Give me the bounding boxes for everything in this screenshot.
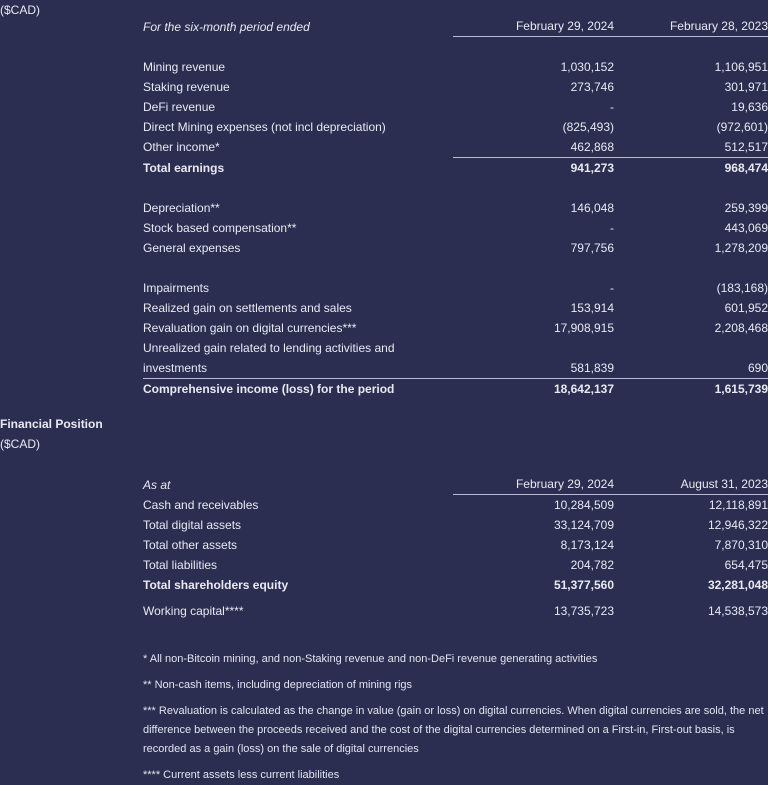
spacer-cell [453,258,614,278]
row-value-col2: 443,069 [724,220,768,235]
row-value-col1: 33,124,709 [553,518,614,532]
row-value-col2: 968,474 [614,157,768,178]
row-label: Total digital assets [143,518,242,532]
row-value-col2: 12,118,891 [708,498,768,512]
fp-col2-header: August 31, 2023 [614,474,768,495]
table-row [143,298,768,318]
row-label: Total earnings [143,160,225,175]
table-row [143,117,768,137]
row-label: Other income* [143,140,220,154]
earnings-table [143,16,768,399]
spacer-cell [614,178,768,198]
financial-position-table [143,474,768,621]
spacer-cell [453,37,614,57]
footnote-2: ** Non-cash items, including depreciation of mining rigs [143,679,413,691]
row-label: Mining revenue [143,59,226,74]
row-value-col2: 2,208,468 [714,320,768,335]
table-row [143,198,768,218]
row-value-col1: 8,173,124 [560,538,614,552]
row-value-col2: 601,952 [724,300,768,315]
spacer-cell [143,37,453,57]
table-row [143,137,768,158]
row-label: Depreciation** [143,200,220,215]
row-value-col1: 797,756 [570,240,614,255]
row-label: Revaluation gain on digital currencies*** [143,320,357,335]
row-label: Impairments [143,280,210,295]
footnote-4: **** Current assets less current liabilities [143,769,340,781]
financial-position-header-row [143,474,768,495]
row-value-col2: 7,870,310 [714,538,768,552]
row-value-col1: 462,868 [570,139,614,154]
spacer-cell [143,178,453,198]
row-value-col1: (825,493) [562,119,614,134]
row-value-col1: 581,839 [570,360,614,375]
row-value-col1: 13,735,723 [553,604,614,618]
row-label: Unrealized gain related to lending activities and investments [143,340,395,375]
spacer-cell [143,258,453,278]
row-label: Comprehensive income (loss) for the period [143,378,453,399]
row-label: DeFi revenue [143,99,216,114]
row-value-col1: - [610,280,614,295]
row-value-col1: 146,048 [570,200,614,215]
table-row-working-capital [143,601,768,621]
spacer-row [143,178,768,198]
spacer-cell [453,338,614,358]
spacer-row [143,258,768,278]
spacer-cell [614,258,768,278]
financial-position-currency-label: ($CAD) [0,437,41,451]
row-value-col1: 273,746 [570,79,614,94]
row-value-col1: - [610,99,614,114]
table-row [143,57,768,77]
table-row [143,318,768,338]
earnings-col2-header: February 28, 2023 [614,16,768,37]
footnotes [143,650,768,785]
earnings-currency-label: ($CAD) [0,3,41,17]
fp-col1-header: February 29, 2024 [453,474,614,495]
row-value-col2: 301,971 [724,79,768,94]
spacer-cell [614,338,768,358]
earnings-header-row [143,16,768,37]
table-row-shareholders-equity [143,575,768,595]
row-label: Staking revenue [143,79,230,94]
row-label: Cash and receivables [143,498,259,512]
footnote-1: * All non-Bitcoin mining, and non-Staking revenue and non-DeFi revenue generating activities [143,653,598,665]
row-value-col2: 690 [747,360,768,375]
row-value-col1: 51,377,560 [553,578,614,592]
row-label: Total liabilities [143,558,218,572]
row-value-col1: 153,914 [570,300,614,315]
row-value-col2: 1,106,951 [714,59,768,74]
footnote-3: *** Revaluation is calculated as the change in value (gain or loss) on digital currencies. When digital currencies are sold, the net difference between the proceeds received and the cost of the digital currencies determined on a First-in, First-out basis, is recorded as a gain (loss) on the sale of digital currencies [143,705,764,755]
row-value-col1: 204,782 [570,558,614,572]
financial-position-title: Financial Position [0,417,103,431]
row-value-col2: 19,636 [731,99,768,114]
row-value-col2: 32,281,048 [707,578,768,592]
table-row [143,495,768,516]
table-row [143,238,768,258]
row-value-col1: 17,908,915 [553,320,614,335]
table-row [143,535,768,555]
table-row [143,77,768,97]
row-value-col2: (972,601) [716,119,768,134]
row-value-col1: 10,284,509 [553,498,614,512]
row-value-col2: 1,615,739 [614,378,768,399]
as-at-label: As at [143,477,171,492]
table-row [143,97,768,117]
row-label: General expenses [143,240,241,255]
earnings-period-label: For the six-month period ended [143,19,310,34]
row-value-col1: 1,030,152 [560,59,614,74]
table-row-comprehensive-income [143,378,768,399]
row-value-col1: - [610,220,614,235]
row-value-col2: 1,278,209 [714,240,768,255]
earnings-col1-header: February 29, 2024 [453,16,614,37]
row-value-col2: 12,946,322 [707,518,768,532]
row-value-col1: 18,642,137 [453,378,614,399]
spacer-cell [614,37,768,57]
row-value-col2: 512,517 [724,139,768,154]
row-label: Total other assets [143,538,238,552]
row-label: Stock based compensation** [143,220,297,235]
row-label: Direct Mining expenses (not incl depreciation) [143,119,386,134]
spacer-row [143,37,768,57]
table-row-unrealized-gain [143,338,768,358]
table-row [143,515,768,535]
table-row [143,555,768,575]
table-row [143,218,768,238]
table-row-total-earnings [143,157,768,178]
row-label: Total shareholders equity [143,578,289,592]
row-value-col2: 259,399 [724,200,768,215]
table-row [143,278,768,298]
row-value-col2: 14,538,573 [707,604,768,618]
row-value-col1: 941,273 [453,157,614,178]
row-label: Realized gain on settlements and sales [143,300,352,315]
spacer-cell [453,178,614,198]
row-value-col2: (183,168) [716,280,768,295]
row-label: Working capital**** [143,604,244,618]
row-value-col2: 654,475 [724,558,768,572]
